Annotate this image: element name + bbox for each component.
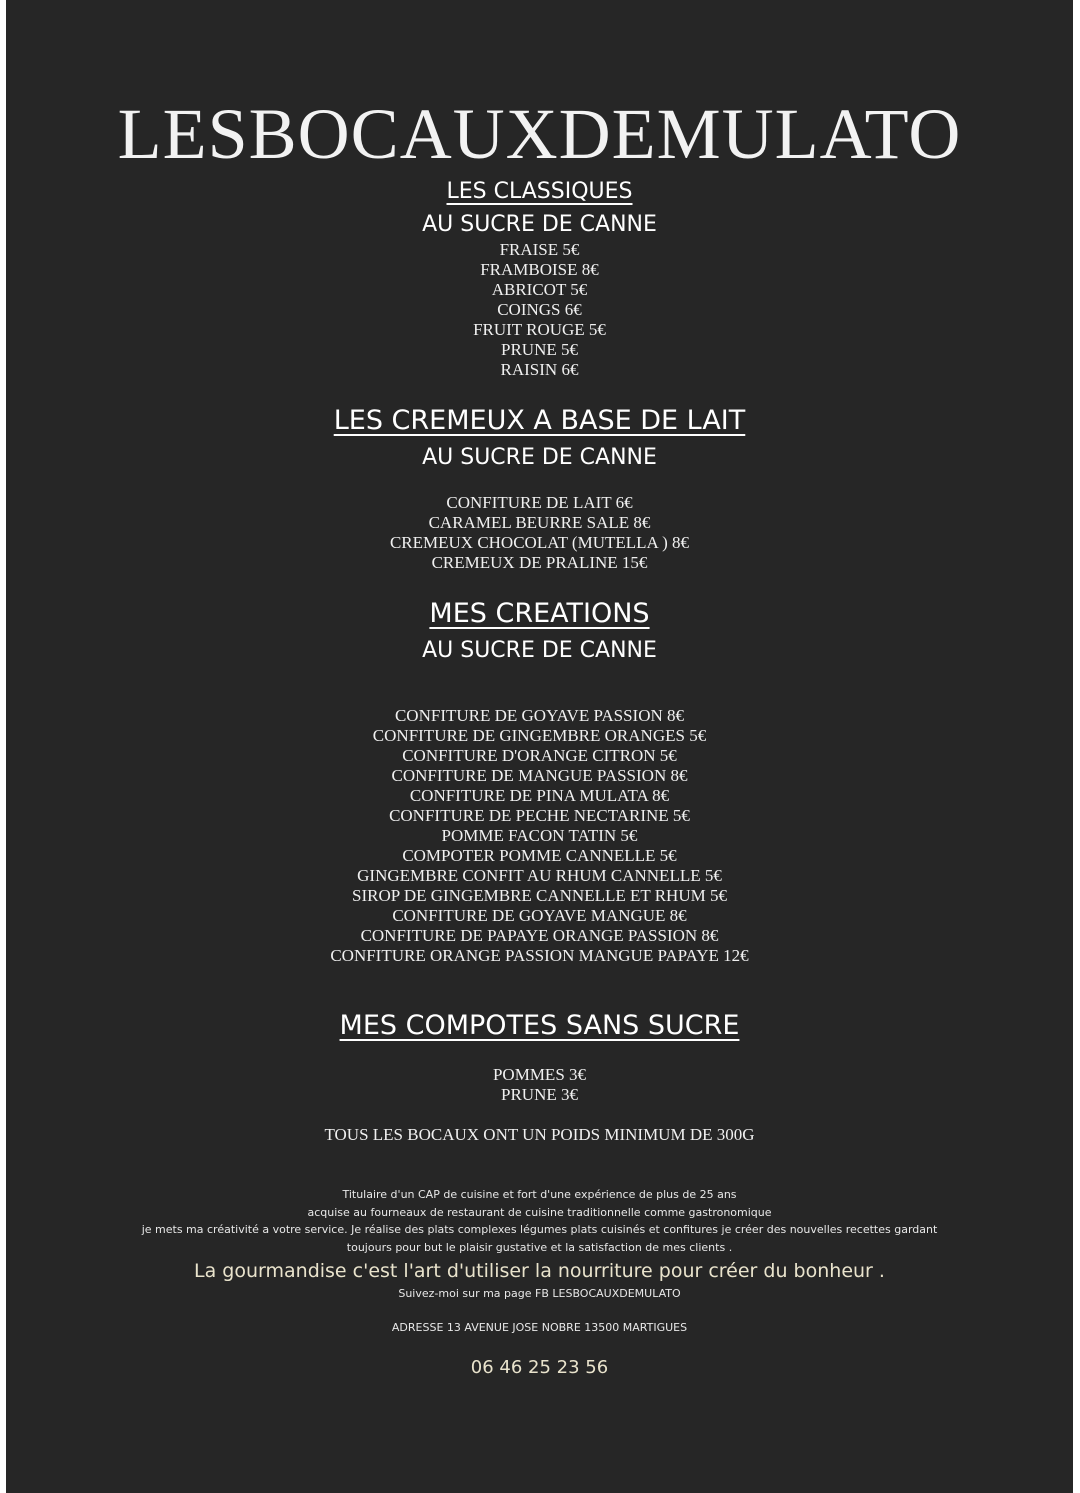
list-item: CARAMEL BEURRE SALE 8€ (428, 513, 651, 532)
list-item: CREMEUX CHOCOLAT (MUTELLA ) 8€ (389, 533, 690, 552)
bio-line: toujours pour but le plaisir gustative et la satisfaction de mes clients . (346, 1240, 733, 1254)
list-item: CONFITURE DE GOYAVE MANGUE 8€ (392, 906, 687, 925)
list-item: FRUIT ROUGE 5€ (473, 320, 606, 339)
brand-title: LESBOCAUXDEMULATO (117, 94, 962, 174)
list-creations (6, 706, 1073, 966)
list-item: CONFITURE DE PECHE NECTARINE 5€ (389, 806, 690, 825)
list-cremeux (6, 493, 1073, 573)
list-classiques (6, 240, 1073, 380)
list-item: CONFITURE DE LAIT 6€ (446, 493, 633, 512)
weight-note: TOUS LES BOCAUX ONT UN POIDS MINIMUM DE 300G (324, 1125, 755, 1144)
section-title-creations: MES CREATIONS (429, 598, 650, 629)
list-item: PRUNE 5€ (501, 340, 578, 359)
section-subtitle-classiques: AU SUCRE DE CANNE (422, 212, 657, 237)
list-item: CONFITURE ORANGE PASSION MANGUE PAPAYE 12€ (330, 946, 749, 965)
list-compotes (6, 1065, 1073, 1105)
address: ADRESSE 13 AVENUE JOSE NOBRE 13500 MARTIGUES (391, 1321, 688, 1334)
list-item: COMPOTER POMME CANNELLE 5€ (402, 846, 677, 865)
list-item: CONFITURE DE PAPAYE ORANGE PASSION 8€ (360, 926, 719, 945)
list-item: CREMEUX DE PRALINE 15€ (431, 553, 648, 572)
list-item: PRUNE 3€ (501, 1085, 578, 1104)
list-item: CONFITURE DE GOYAVE PASSION 8€ (394, 706, 685, 725)
list-item: COINGS 6€ (497, 300, 582, 319)
list-item: CONFITURE DE GINGEMBRE ORANGES 5€ (372, 726, 707, 745)
quote: La gourmandise c'est l'art d'utiliser la nourriture pour créer du bonheur . (194, 1260, 885, 1282)
section-title-cremeux: LES CREMEUX A BASE DE LAIT (333, 405, 746, 436)
list-item: FRAISE 5€ (499, 240, 580, 259)
list-item: POMME FACON TATIN 5€ (441, 826, 638, 845)
section-subtitle-cremeux: AU SUCRE DE CANNE (422, 445, 657, 470)
list-item: POMMES 3€ (492, 1065, 587, 1084)
list-item: CONFITURE DE MANGUE PASSION 8€ (391, 766, 688, 785)
menu-page (6, 0, 1073, 1493)
list-item: GINGEMBRE CONFIT AU RHUM CANNELLE 5€ (357, 866, 722, 885)
phone-number: 06 46 25 23 56 (470, 1357, 609, 1378)
list-item: RAISIN 6€ (500, 360, 579, 379)
facebook-text: Suivez-moi sur ma page FB LESBOCAUXDEMULATO (398, 1287, 681, 1300)
section-subtitle-creations: AU SUCRE DE CANNE (422, 638, 657, 663)
section-title-compotes: MES COMPOTES SANS SUCRE (339, 1010, 740, 1041)
list-item: SIROP DE GINGEMBRE CANNELLE ET RHUM 5€ (352, 886, 727, 905)
section-title-classiques: LES CLASSIQUES (446, 179, 633, 204)
list-item: ABRICOT 5€ (491, 280, 588, 299)
list-item: FRAMBOISE 8€ (480, 260, 599, 279)
bio-text (6, 1186, 1073, 1256)
bio-line: je mets ma créativité a votre service. Je réalise des plats complexes légumes plats cuisinés et confitures je créer des nouvelles recettes gardant (141, 1223, 938, 1236)
list-item: CONFITURE DE PINA MULATA 8€ (409, 786, 670, 805)
list-item: CONFITURE D'ORANGE CITRON 5€ (402, 746, 677, 765)
bio-line: acquise au fourneaux de restaurant de cuisine traditionnelle comme gastronomique (307, 1205, 772, 1219)
bio-line: Titulaire d'un CAP de cuisine et fort d'une expérience de plus de 25 ans (342, 1188, 737, 1201)
